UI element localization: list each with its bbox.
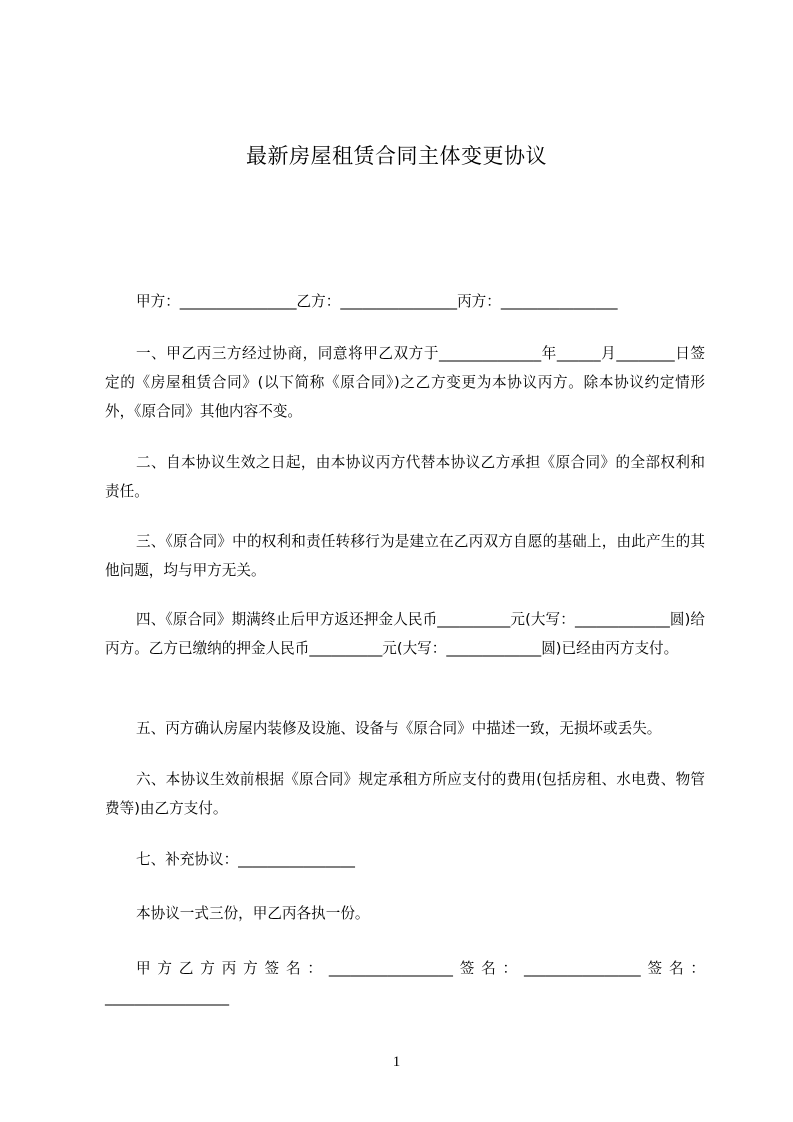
signature-line: 甲方乙方丙方签名：_________________签名：________________签名：_________________ bbox=[105, 960, 705, 1006]
copies-note: 本协议一式三份，甲乙丙各执一份。 bbox=[136, 905, 370, 922]
clause-7: 七、补充协议：________________ bbox=[136, 851, 355, 868]
clause-1: 一、甲乙丙三方经过协商，同意将甲乙双方于______________年______月________日签定的《房屋租赁合同》(以下简称《原合同》)之乙方变更为本协议丙方。除本协议约定情形外，《原合同》其他内容不变。 bbox=[105, 345, 705, 420]
parties-line: 甲方：________________乙方：________________丙方：________________ bbox=[136, 293, 618, 310]
clause-6: 六、本协议生效前根据《原合同》规定承租方所应支付的费用(包括房租、水电费、物管费等)由乙方支付。 bbox=[105, 771, 705, 817]
clause-5: 五、丙方确认房屋内装修及设施、设备与《原合同》中描述一致，无损坏或丢失。 bbox=[136, 720, 662, 737]
clause-2: 二、自本协议生效之日起，由本协议丙方代替本协议乙方承担《原合同》的全部权利和责任。 bbox=[105, 454, 705, 500]
document-title: 最新房屋租赁合同主体变更协议 bbox=[246, 144, 547, 168]
clause-4: 四、《原合同》期满终止后甲方返还押金人民币__________元(大写：_____________圆)给丙方。乙方已缴纳的押金人民币__________元(大写：_____________圆)已经由丙方支付。 bbox=[105, 611, 705, 657]
page-number: 1 bbox=[392, 1054, 401, 1070]
clause-3: 三、《原合同》中的权利和责任转移行为是建立在乙丙双方自愿的基础上，由此产生的其他问题，均与甲方无关。 bbox=[105, 533, 705, 579]
